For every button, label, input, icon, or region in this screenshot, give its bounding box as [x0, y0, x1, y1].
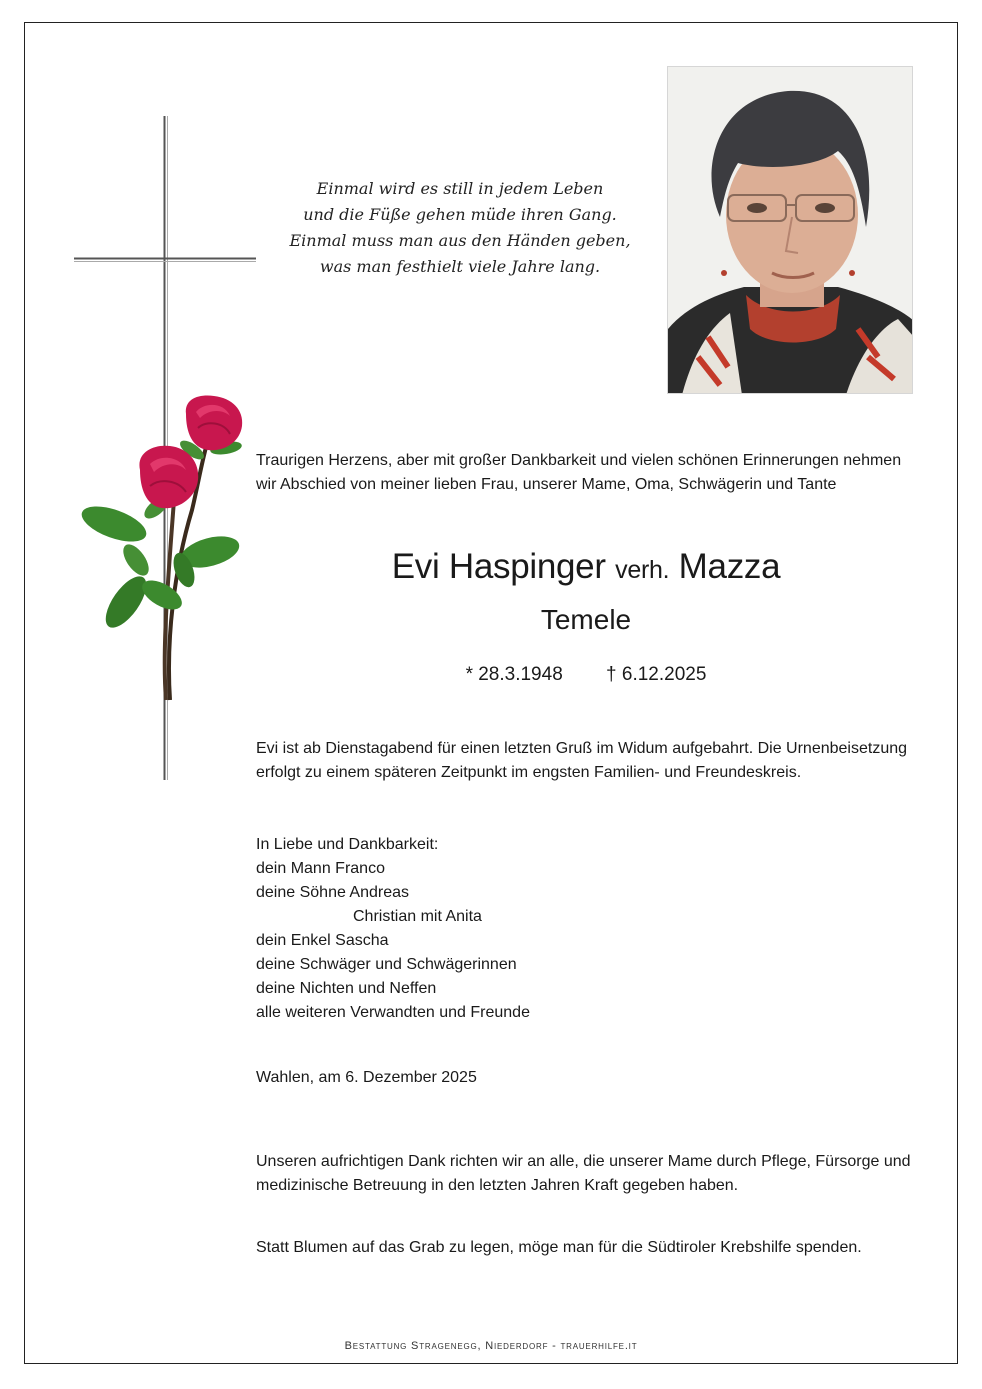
place-date: Wahlen, am 6. Dezember 2025	[256, 1069, 477, 1086]
deceased-name	[256, 543, 916, 594]
aufbahrung-line: erfolgt zu einem späteren Zeitpunkt im engsten Familien- und Freundeskreis.	[256, 764, 802, 781]
poem-line: Einmal muss man aus den Händen geben,	[289, 231, 631, 250]
aufbahrung-line: Evi ist ab Dienstagabend für einen letzten Gruß im Widum aufgebahrt. Die Urnenbeisetzung	[256, 740, 908, 757]
flowers-note: Statt Blumen auf das Grab zu legen, möge man für die Südtiroler Krebshilfe spenden.	[256, 1239, 862, 1256]
thanks-line: Unseren aufrichtigen Dank richten wir an alle, die unserer Mame durch Pflege, Fürsorge und	[256, 1153, 911, 1170]
aufbahrung-text	[256, 737, 928, 785]
thanks-text	[256, 1150, 928, 1198]
poem-line: und die Füße gehen müde ihren Gang.	[303, 205, 617, 224]
family-heading: In Liebe und Dankbarkeit:	[256, 836, 439, 853]
death-date: † 6.12.2025	[606, 664, 707, 685]
intro-text	[256, 449, 928, 497]
intro-line: wir Abschied von meiner lieben Frau, unserer Mame, Oma, Schwägerin und Tante	[256, 476, 837, 493]
nickname: Temele	[540, 604, 632, 635]
poem	[280, 176, 640, 280]
married-name: Mazza	[678, 547, 781, 586]
family-member: dein Enkel Sascha	[256, 932, 389, 949]
family-list	[256, 833, 928, 1025]
first-name: Evi Haspinger	[391, 547, 606, 586]
footer-credit: Bestattung Stragenegg, Niederdorf - trauerhilfe.it	[344, 1340, 638, 1352]
family-member: deine Nichten und Neffen	[256, 980, 437, 997]
intro-line: Traurigen Herzens, aber mit großer Dankbarkeit und vielen schönen Erinnerungen nehmen	[256, 452, 902, 469]
life-dates	[256, 662, 916, 688]
family-member: deine Schwäger und Schwägerinnen	[256, 956, 517, 973]
rose-flowers-image	[74, 390, 254, 710]
birth-date: * 28.3.1948	[465, 664, 563, 685]
thanks-line: medizinische Betreuung in den letzten Jahren Kraft gegeben haben.	[256, 1177, 739, 1194]
portrait-photo	[667, 66, 913, 394]
family-member: alle weiteren Verwandten und Freunde	[256, 1004, 530, 1021]
family-member: dein Mann Franco	[256, 860, 385, 877]
poem-line: Einmal wird es still in jedem Leben	[316, 179, 604, 198]
family-member: deine Söhne Andreas	[256, 884, 410, 901]
poem-line: was man festhielt viele Jahre lang.	[319, 257, 601, 276]
family-member: Christian mit Anita	[353, 908, 482, 925]
married-prefix: verh.	[615, 556, 670, 584]
